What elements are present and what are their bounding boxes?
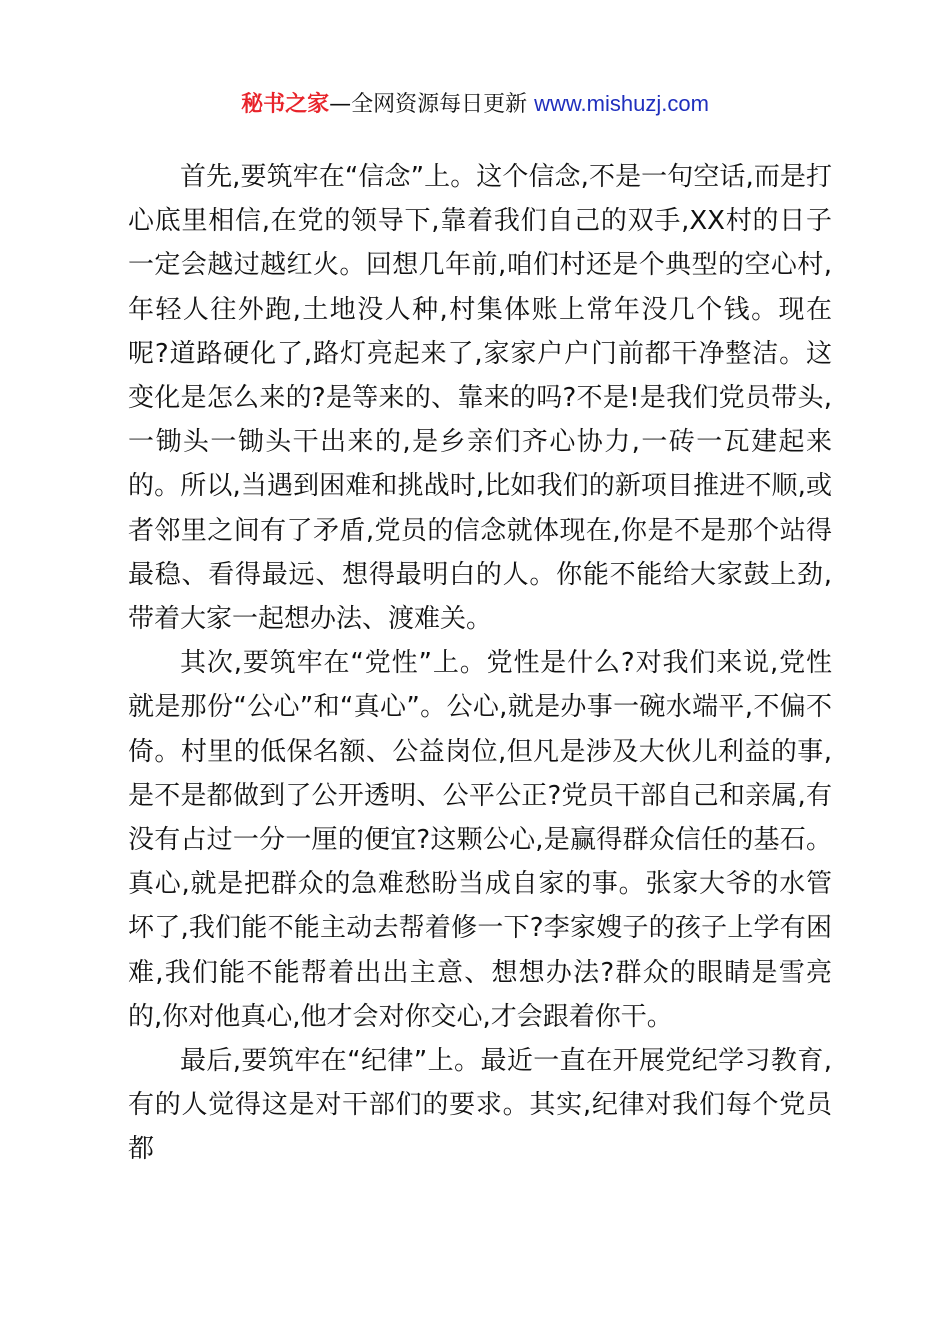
site-brand: 秘书之家 [241,92,330,117]
site-url[interactable]: www.mishuzj.com [534,91,709,116]
paragraph-belief: 首先,要筑牢在“信念”上。这个信念,不是一句空话,而是打心底里相信,在党的领导下,靠着我们自己的双手,XX村的日子一定会越过越红火。回想几年前,咱们村还是个典型的空心村,年轻人往外跑,土地没人种,村集体账上常年没几个钱。现在呢?道路硬化了,路灯亮起来了,家家户户门前都干净整洁。这变化是怎么来的?是等来的、靠来的吗?不是!是我们党员带头,一锄头一锄头干出来的,是乡亲们齐心协力,一砖一瓦建起来的。所以,当遇到困难和挑战时,比如我们的新项目推进不顺,或者邻里之间有了矛盾,党员的信念就体现在,你是不是那个站得最稳、看得最远、想得最明白的人。你能不能给大家鼓上劲,带着大家一起想办法、渡难关。 [128,162,832,635]
page-header [0,88,950,121]
document-body [128,155,832,1172]
site-tagline: —全网资源每日更新 [329,92,535,117]
paragraph-party-spirit: 其次,要筑牢在“党性”上。党性是什么?对我们来说,党性就是那份“公心”和“真心”。公心,就是办事一碗水端平,不偏不倚。村里的低保名额、公益岗位,但凡是涉及大伙儿利益的事,是不是都做到了公开透明、公平公正?党员干部自己和亲属,有没有占过一分一厘的便宜?这颗公心,是赢得群众信任的基石。真心,就是把群众的急难愁盼当成自家的事。张家大爷的水管坏了,我们能不能主动去帮着修一下?李家嫂子的孩子上学有困难,我们能不能帮着出出主意、想想办法?群众的眼睛是雪亮的,你对他真心,他才会对你交心,才会跟着你干。 [128,648,832,1032]
paragraph-discipline: 最后,要筑牢在“纪律”上。最近一直在开展党纪学习教育,有的人觉得这是对干部们的要求。其实,纪律对我们每个党员都 [128,1046,832,1165]
